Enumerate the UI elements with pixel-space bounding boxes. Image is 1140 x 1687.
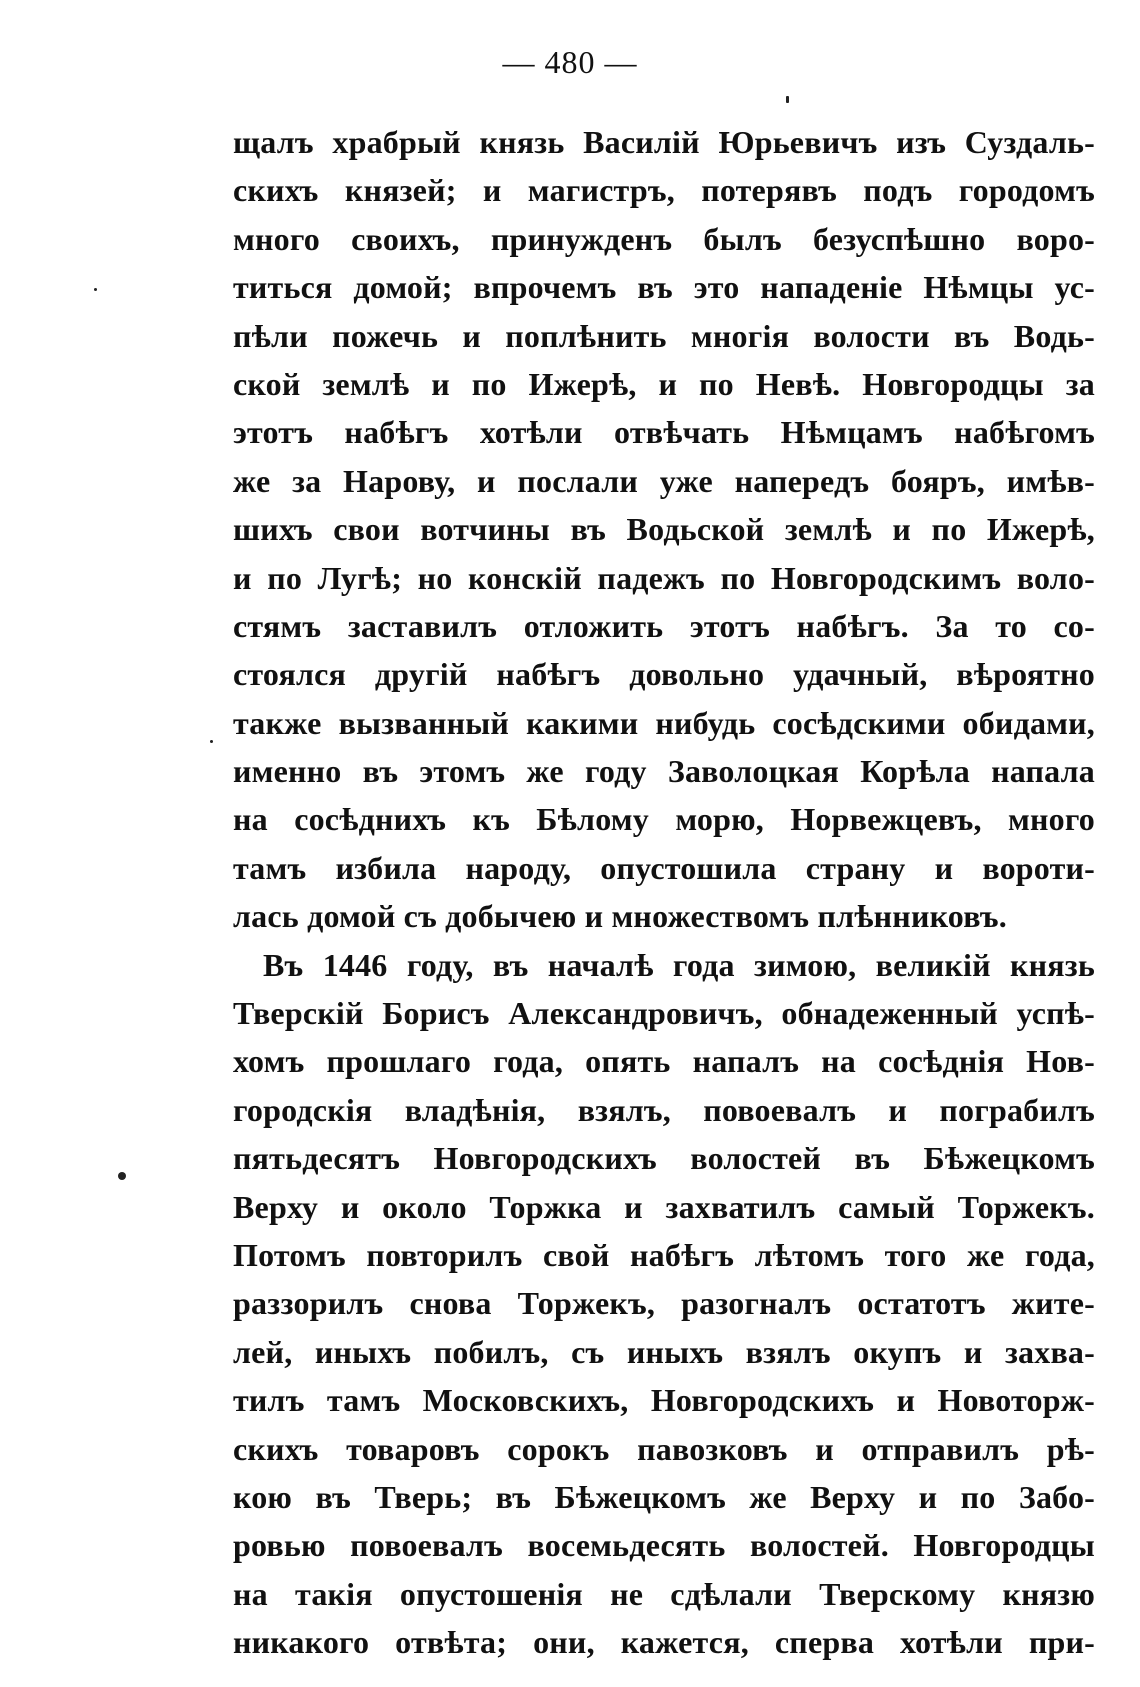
text-line: тилъ тамъ Московскихъ, Новгородскихъ и Новоторж- [233,1382,1095,1419]
text-line: именно въ этомъ же году Заволоцкая Корѣла напала [233,753,1095,790]
text-line: скихъ князей; и магистръ, потерявъ подъ городомъ [233,172,1095,209]
text-line: хомъ прошлаго года, опять напалъ на сосѣднія Нов- [233,1043,1095,1080]
paragraph-1 [233,118,1095,941]
scan-speck [786,96,789,103]
text-line: лей, иныхъ побилъ, съ иныхъ взялъ окупъ и захва- [233,1333,1095,1370]
text-line: щалъ храбрый князь Василій Юрьевичъ изъ Суздаль- [233,124,1095,160]
page-number: — 480 — [502,44,638,80]
text-line: на такія опустошенія не сдѣлали Тверскому князю [233,1575,1095,1612]
text-line: этотъ набѣгъ хотѣли отвѣчать Нѣмцамъ набѣгомъ [233,414,1095,451]
text-line: кою въ Тверь; въ Бѣжецкомъ же Верху и по Забо- [233,1478,1095,1515]
text-line: городскія владѣнія, взялъ, повоевалъ и пограбилъ [233,1091,1095,1128]
text-line: пѣли пожечь и поплѣнить многія волости въ Водь- [233,317,1095,354]
text-line: Потомъ повторилъ свой набѣгъ лѣтомъ того же года, [233,1236,1095,1273]
text-line: шихъ свои вотчины въ Водьской землѣ и по Ижерѣ, [233,511,1095,548]
text-line: много своихъ, принужденъ былъ безуспѣшно воро- [233,220,1095,257]
text-line: ровью повоевалъ восемьдесять волостей. Новгородцы [233,1527,1095,1564]
body-text [233,118,1095,1667]
text-line: и по Лугѣ; но конскій падежъ по Новгородскимъ воло- [233,559,1095,596]
text-line: ской землѣ и по Ижерѣ, и по Невѣ. Новгородцы за [233,365,1095,402]
paragraph-2 [233,941,1095,1667]
text-line: титься домой; впрочемъ въ это нападеніе Нѣмцы ус- [233,269,1095,306]
scan-speck [210,740,213,743]
text-line: раззорилъ снова Торжекъ, разогналъ остатотъ жите- [233,1285,1095,1322]
text-line: стоялся другій набѣгъ довольно удачный, вѣроятно [233,656,1095,693]
text-line: стямъ заставилъ отложить этотъ набѣгъ. За то со- [233,607,1095,644]
text-line: на сосѣднихъ къ Бѣлому морю, Норвежцевъ, много [233,801,1095,838]
text-line: Тверскій Борисъ Александровичъ, обнадеженный успѣ- [233,995,1095,1032]
text-line: Въ 1446 году, въ началѣ года зимою, великій князь [263,946,1095,983]
text-line: же за Нарову, и послали уже напередъ бояръ, имѣв- [233,462,1095,499]
text-line: тамъ избила народу, опустошила страну и вороти- [233,849,1095,886]
text-line: никакого отвѣта; они, кажется, сперва хотѣли при- [233,1624,1095,1661]
scan-speck [118,1172,126,1180]
text-line: скихъ товаровъ сорокъ павозковъ и отправилъ рѣ- [233,1430,1095,1467]
scan-speck [94,288,97,291]
text-line: лась домой съ добычею и множествомъ плѣнниковъ. [233,898,1007,935]
text-line: Верху и около Торжка и захватилъ самый Торжекъ. [233,1188,1095,1225]
text-line: также вызванный какими нибудь сосѣдскими обидами, [233,704,1095,741]
text-line: пятьдесятъ Новгородскихъ волостей въ Бѣжецкомъ [233,1140,1095,1177]
